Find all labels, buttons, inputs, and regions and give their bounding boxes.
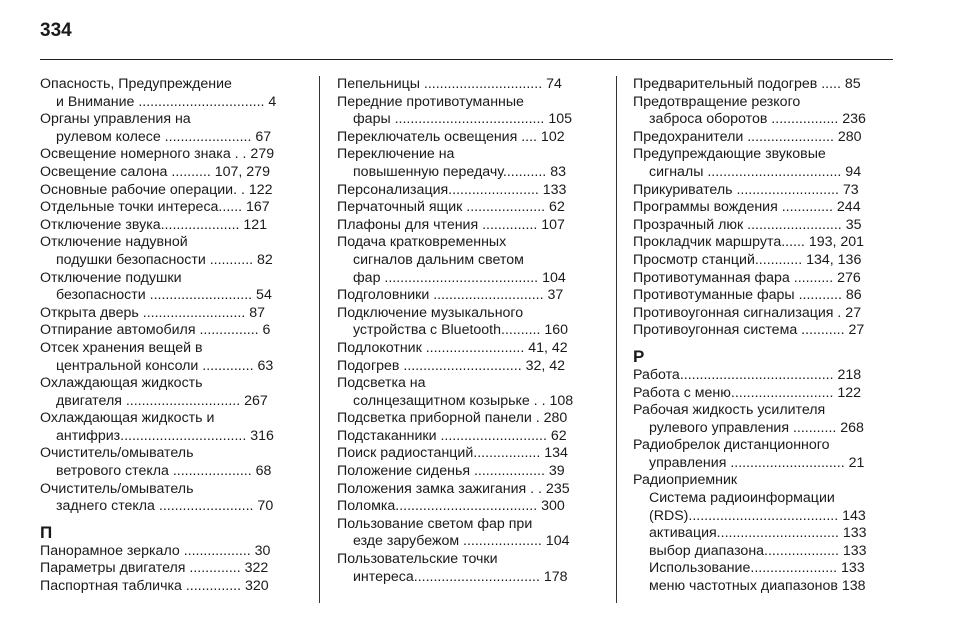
index-entry-continuation: повышенную передачу........... 83 xyxy=(353,163,566,180)
page-number: 334 xyxy=(40,20,72,41)
index-entry-continuation: фары ...................................... 105 xyxy=(353,111,572,128)
index-entry: Пепельницы .............................. 74 xyxy=(337,76,562,92)
index-entry-continuation: подушки безопасности ........... 82 xyxy=(56,251,273,268)
index-column-2 xyxy=(337,76,597,586)
index-entry: Опасность, Предупреждение xyxy=(40,76,232,92)
index-entry: Программы вождения ............. 244 xyxy=(633,199,861,216)
index-entry-continuation: рулевом колесе ...................... 67 xyxy=(56,128,272,145)
index-entry: Противоугонная сигнализация . 27 xyxy=(633,304,862,321)
index-entry: Персонализация....................... 133 xyxy=(337,181,567,198)
index-entry-continuation: заброса оборотов ................. 236 xyxy=(649,111,866,128)
index-entry: Освещение номерного знака . . 279 xyxy=(40,146,275,163)
index-entry: Отсек хранения вещей в xyxy=(40,339,203,356)
index-entry: Основные рабочие операции. . 122 xyxy=(40,181,273,198)
index-entry: Отпирание автомобиля ............... 6 xyxy=(40,322,271,339)
index-entry: Радиобрелок дистанционного xyxy=(633,437,830,454)
top-divider xyxy=(40,59,893,60)
index-entry: Положения замка зажигания . . 235 xyxy=(337,480,570,497)
index-entry: Плафоны для чтения .............. 107 xyxy=(337,216,565,233)
index-column-1 xyxy=(40,76,300,596)
index-entry-continuation: сигналы .................................. 94 xyxy=(649,163,862,180)
index-entry: Противоугонная система ........... 27 xyxy=(633,322,865,339)
index-entry: Предупреждающие звуковые xyxy=(633,146,826,163)
index-entry: Подсветка на xyxy=(337,375,426,392)
index-entry-continuation: (RDS)...................................... 143 xyxy=(649,507,866,524)
index-entry-continuation: выбор диапазона................... 133 xyxy=(649,542,867,559)
index-entry: Поиск радиостанций................. 134 xyxy=(337,445,568,462)
index-entry: Панорамное зеркало ................. 30 xyxy=(40,542,271,559)
index-entry: Очиститель/омыватель xyxy=(40,480,194,497)
index-letter-heading: П xyxy=(40,522,53,542)
index-entry: Охлаждающая жидкость и xyxy=(40,410,215,427)
index-entry-continuation: меню частотных диапазонов 138 xyxy=(649,578,866,595)
index-entry: Паспортная табличка .............. 320 xyxy=(40,578,269,595)
index-entry-continuation: ветрового стекла .................... 68 xyxy=(56,463,272,480)
index-entry: Подача кратковременных xyxy=(337,234,507,251)
index-entry: Перчаточный ящик .................... 62 xyxy=(337,199,565,216)
index-letter-heading: Р xyxy=(633,346,645,366)
index-entry: Просмотр станций............ 134, 136 xyxy=(633,251,862,268)
index-entry-continuation: Система радиоинформации xyxy=(649,490,835,507)
index-entry: Прикуриватель .......................... 73 xyxy=(633,181,859,198)
index-entry: Работа....................................... 218 xyxy=(633,366,862,383)
index-entry-continuation: управления ............................. 21 xyxy=(649,454,865,471)
index-entry: Подсветка приборной панели . 280 xyxy=(337,410,568,427)
index-entry-continuation: антифриз................................ 316 xyxy=(56,427,274,444)
index-entry: Открыта дверь .......................... 87 xyxy=(40,304,265,321)
index-entry: Противотуманные фары ........... 86 xyxy=(633,287,862,304)
index-entry-continuation: солнцезащитном козырьке . . 108 xyxy=(353,392,574,409)
index-entry: Органы управления на xyxy=(40,111,191,128)
index-entry: Подлокотник ......................... 41, 42 xyxy=(337,339,568,356)
index-entry: Параметры двигателя ............. 322 xyxy=(40,560,269,577)
index-entry: Поломка.................................... 300 xyxy=(337,498,565,515)
index-entry-continuation: безопасности .......................... 54 xyxy=(56,287,272,304)
index-entry-continuation: активация............................... 133 xyxy=(649,525,867,542)
index-entry: Прозрачный люк ........................ 35 xyxy=(633,216,862,233)
index-entry-continuation: и Внимание ................................ 4 xyxy=(56,93,277,110)
index-entry: Противотуманная фара .......... 276 xyxy=(633,269,861,286)
index-entry: Отключение звука.................... 121 xyxy=(40,216,268,233)
index-entry-continuation: сигналов дальним светом xyxy=(353,251,524,268)
index-entry-continuation: заднего стекла ........................ 70 xyxy=(56,498,274,515)
index-entry: Очиститель/омыватель xyxy=(40,445,194,462)
column-divider-2 xyxy=(616,76,617,603)
index-entry-continuation: рулевого управления ........... 268 xyxy=(649,419,864,436)
index-entry: Положение сиденья .................. 39 xyxy=(337,463,565,480)
index-entry: Подогрев .............................. 32, 42 xyxy=(337,357,566,374)
index-entry-continuation: центральной консоли ............. 63 xyxy=(56,357,274,374)
index-entry: Освещение салона .......... 107, 279 xyxy=(40,163,270,180)
index-entry: Подголовники ............................ 37 xyxy=(337,287,564,304)
index-column-3 xyxy=(633,76,893,596)
index-entry: Подключение музыкального xyxy=(337,304,524,321)
index-entry-continuation: Использование...................... 133 xyxy=(649,560,865,577)
index-entry: Охлаждающая жидкость xyxy=(40,375,203,392)
index-entry-continuation: фар ....................................... 104 xyxy=(353,269,566,286)
index-entry: Отдельные точки интереса...... 167 xyxy=(40,199,270,216)
index-entry: Передние противотуманные xyxy=(337,93,524,110)
index-entry: Подстаканники ........................... 62 xyxy=(337,427,567,444)
index-entry-continuation: двигателя ............................. 267 xyxy=(56,392,268,409)
column-divider-1 xyxy=(319,76,320,603)
index-entry: Переключение на xyxy=(337,146,455,163)
index-entry: Отключение надувной xyxy=(40,234,188,251)
index-entry: Предохранители ...................... 280 xyxy=(633,128,862,145)
index-entry: Пользовательские точки xyxy=(337,551,498,568)
index-entry-continuation: интереса................................ 178 xyxy=(353,568,568,585)
index-entry-continuation: езде зарубежом .................... 104 xyxy=(353,533,570,550)
index-entry: Переключатель освещения .... 102 xyxy=(337,128,565,145)
index-entry: Предотвращение резкого xyxy=(633,93,801,110)
index-entry: Пользование светом фар при xyxy=(337,515,533,532)
index-entry: Предварительный подогрев ..... 85 xyxy=(633,76,861,92)
index-entry: Радиоприемник xyxy=(633,472,738,489)
index-entry: Прокладчик маршрута...... 193, 201 xyxy=(633,234,865,251)
index-entry: Рабочая жидкость усилителя xyxy=(633,402,826,419)
index-entry: Работа с меню.......................... 122 xyxy=(633,384,862,401)
index-entry: Отключение подушки xyxy=(40,269,182,286)
index-entry-continuation: устройства с Bluetooth.......... 160 xyxy=(353,322,569,339)
